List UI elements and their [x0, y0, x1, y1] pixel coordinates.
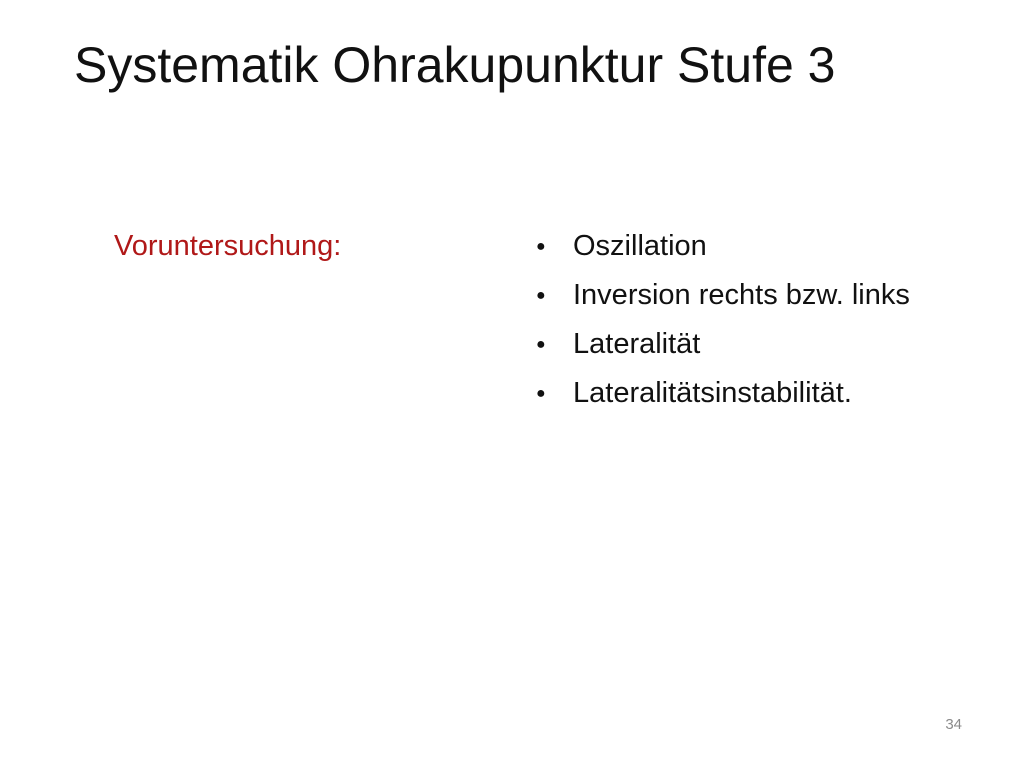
section-label: Voruntersuchung:	[114, 230, 342, 262]
bullet-icon: ●	[536, 238, 546, 255]
list-item	[536, 326, 910, 375]
bullet-text: Lateralitätsinstabilität.	[573, 377, 852, 409]
bullet-list	[536, 228, 910, 424]
bullet-icon: ●	[536, 287, 546, 304]
bullet-text: Oszillation	[573, 230, 707, 262]
list-item	[536, 375, 910, 424]
bullet-text: Inversion rechts bzw. links	[573, 279, 910, 311]
list-item	[536, 228, 910, 277]
page-number: 34	[945, 716, 962, 733]
bullet-icon: ●	[536, 385, 546, 402]
bullet-text: Lateralität	[573, 328, 701, 360]
list-item	[536, 277, 910, 326]
bullet-icon: ●	[536, 336, 546, 353]
slide-title: Systematik Ohrakupunktur Stufe 3	[74, 37, 836, 93]
